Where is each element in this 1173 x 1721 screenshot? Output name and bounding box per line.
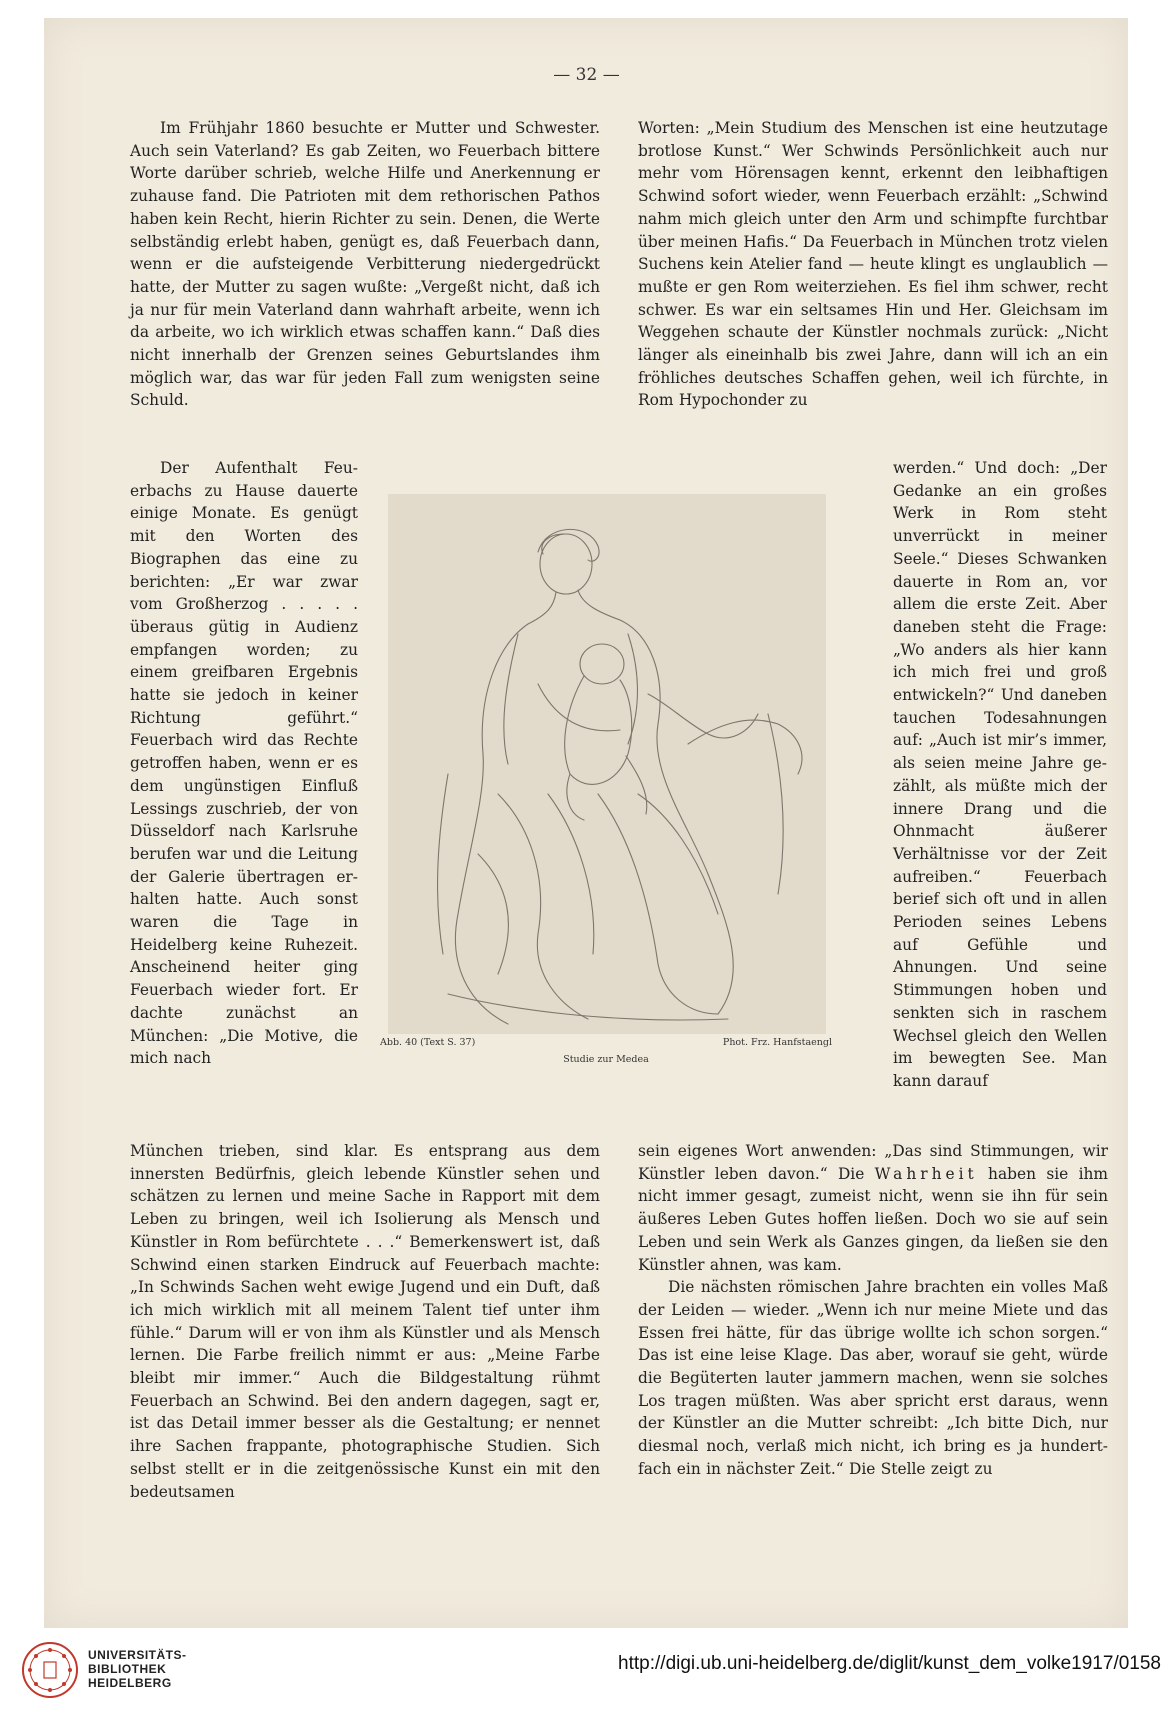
sketch-drawing: [388, 494, 826, 1034]
right-column-bottom: [638, 1140, 1108, 1481]
left-column-bottom: [130, 1140, 600, 1503]
text-run: sein eigenes Wort anwenden: „Das sind Stimmungen, wir Künstler leben davon.“ Die: [638, 1142, 1108, 1183]
text-run: haben sie ihm nicht immer gesagt, zumeist nicht, wenn sie ihn für sein äußeres Leben Gutes hoffen ließen. Doch wo sie auf sein Leben und sein Werk als Ganzes gingen, da ließen sie den Künstler ahnen, was kam.: [638, 1164, 1108, 1274]
paragraph: werden.“ Und doch: „Der Gedanke an ein großes Werk in Rom steht unverrückt in meiner Seele.“ Dieses Schwanken dauerte in Rom an, vor allem die erste Zeit. Aber daneben steht die Frage: „Wo anders als hier kann ich mich frei und groß entwickeln?“ Und daneben tauchen Todesahnungen auf: „Auch ist mir’s immer, als seien meine Jahre gezählt, als müßte mich der innere Drang und die Ohnmacht äußerer Verhältnisse vor der Zeit aufreiben.“ Feuerbach berief sich oft und in allen Perioden seines Lebens auf Gefühle und Ahnungen. Und seine Stimmungen hoben und senkten sich in raschem Wechsel gleich den Wellen im bewegten See. Man kann darauf: [893, 459, 1107, 1090]
paragraph: Der Aufenthalt Feuerbachs zu Hause dauerte einige Monate. Es genügt mit den Worten des Biographen das eine zu berichten: „Er war zwar vom Großherzog . . . . . überaus gütig in Audienz empfangen worden; zu einem greifbaren Ergebnis hatte sie jedoch in keiner Richtung geführt.“ Feuerbach wird das Rechte getroffen haben, wenn er es dem ungünstigen Einfluß Lessings zuschrieb, der von Düsseldorf nach Karlsruhe berufen war und die Leitung der Galerie übertragen erhalten hatte. Auch sonst waren die Tage in Heidelberg keine Ruhezeit. Anscheinend heiter ging Feuerbach wieder fort. Er dachte zunächst an München: „Die Motive, die mich nach: [130, 459, 358, 1068]
paragraph: Im Frühjahr 1860 besuchte er Mutter und Schwester. Auch sein Vaterland? Es gab Zeiten, wo Feuerbach bittere Worte darüber schrieb, welche Hilfe und Anerkennung er zuhause fand. Die Patrioten mit dem rethorischen Pathos haben kein Recht, hierin Richter zu sein. Denen, die Werte selbständig erlebt haben, genügt es, daß Feuerbach dann, wenn er die aufsteigende Verbitterung niedergedrückt hatte, der Mutter zu sagen wußte: „Vergeßt nicht, daß ich ja nur für mein Vaterland dann wahrhaft arbeite, wenn ich da arbeite, wo ich wirklich etwas schaffen kann.“ Daß dies nicht innerhalb der Grenzen seines Geburtslandes ihm möglich war, das war für jeden Fall zum wenigsten seine Schuld.: [130, 119, 600, 410]
right-column-top: [638, 117, 1108, 412]
left-column-narrow: [130, 457, 358, 1070]
photo-credit: Phot. Frz. Hanfstaengl: [722, 1037, 832, 1048]
figure-title: Studie zur Medea: [563, 1054, 649, 1065]
figure-number: Abb. 40 (Text S. 37): [380, 1037, 476, 1048]
library-name: UNIVERSITÄTS- BIBLIOTHEK HEIDELBERG: [88, 1648, 187, 1690]
emphasis-spaced: Wahrheit: [874, 1164, 978, 1183]
paragraph: Worten: „Mein Studium des Menschen ist eine heutzutage brotlose Kunst.“ Wer Schwinds Persönlichkeit auch nur mehr vom Hörensagen kennt, erkennt den leibhaftigen Schwind sofort wieder, wenn Feuerbach erzählt: „Schwind nahm mich gleich unter den Arm und schimpfte furchtbar über meinen Hafis.“ Da Feuerbach in München trotz vielen Suchens kein Atelier fand — heute klingt es unglaublich — mußte er gen Rom weiterziehen. Es fiel ihm schwer, recht schwer. Es war ein seltsames Hin und Her. Gleichsam im Weggehen schaute der Künstler nochmals zurück: „Nicht länger als eineinhalb bis zwei Jahre, dann will ich an ein fröhliches deutsches Schaffen gehen, weil ich fürchte, in Rom Hypochonder zu: [638, 119, 1108, 410]
university-seal-icon: [20, 1640, 80, 1700]
source-url[interactable]: http://digi.ub.uni-heidelberg.de/diglit/kunst_dem_volke1917/0158: [618, 1653, 1161, 1674]
paragraph: München trieben, sind klar. Es entsprang aus dem innersten Bedürfnis, gleich lebende Künstler sehen und schätzen zu lernen und meine Sache in Rapport mit dem Leben zu bringen, weil ich Isolierung als Mensch und Künstler in Rom befürchtete . . .“ Bemerkenswert ist, daß Schwind einen starken Eindruck auf Feuerbach machte: „In Schwinds Sachen weht ewige Jugend und ein Duft, daß ich mich wirklich mit all meinem Talent tief unter ihm fühle.“ Darum will er von ihm als Künstler und als Mensch lernen. Die Farbe freilich nimmt er aus: „Meine Farbe bleibt mir immer.“ Auch die Bildgestaltung rühmt Feuerbach an Schwind. Bei den andern dagegen, sagt er, ist das Detail immer besser als die Gestaltung; er nennet ihre Sachen frappante, photographische Studien. Sich selbst stellt er in die zeitgenössische Kunst ein mit den bedeutsamen: [130, 1142, 600, 1501]
figure-medea-study: [380, 494, 832, 1074]
footer-bar: [0, 1628, 1173, 1721]
paragraph: [638, 1140, 1108, 1276]
sketch-image: [388, 494, 826, 1034]
right-column-narrow: [893, 457, 1107, 1093]
paragraph: Die nächsten römischen Jahre brachten ein volles Maß der Leiden — wieder. „Wenn ich nur meine Miete und das Essen frei hätte, für das übrige wollte ich schon sorgen.“ Das ist eine leise Klage. Das aber, worauf sie geht, würde die Begüterten lauter jammern machen, wenn sie solches Los tragen müßten. Was aber spricht erst daraus, wenn der Künstler an die Mutter schreibt: „Ich bitte Dich, nur diesmal noch, verlaß mich nicht, ich bring es ja hundertfach ein in nächster Zeit.“ Die Stelle zeigt zu: [638, 1278, 1108, 1478]
page-number: — 32 —: [553, 65, 620, 85]
left-column-top: [130, 117, 600, 412]
